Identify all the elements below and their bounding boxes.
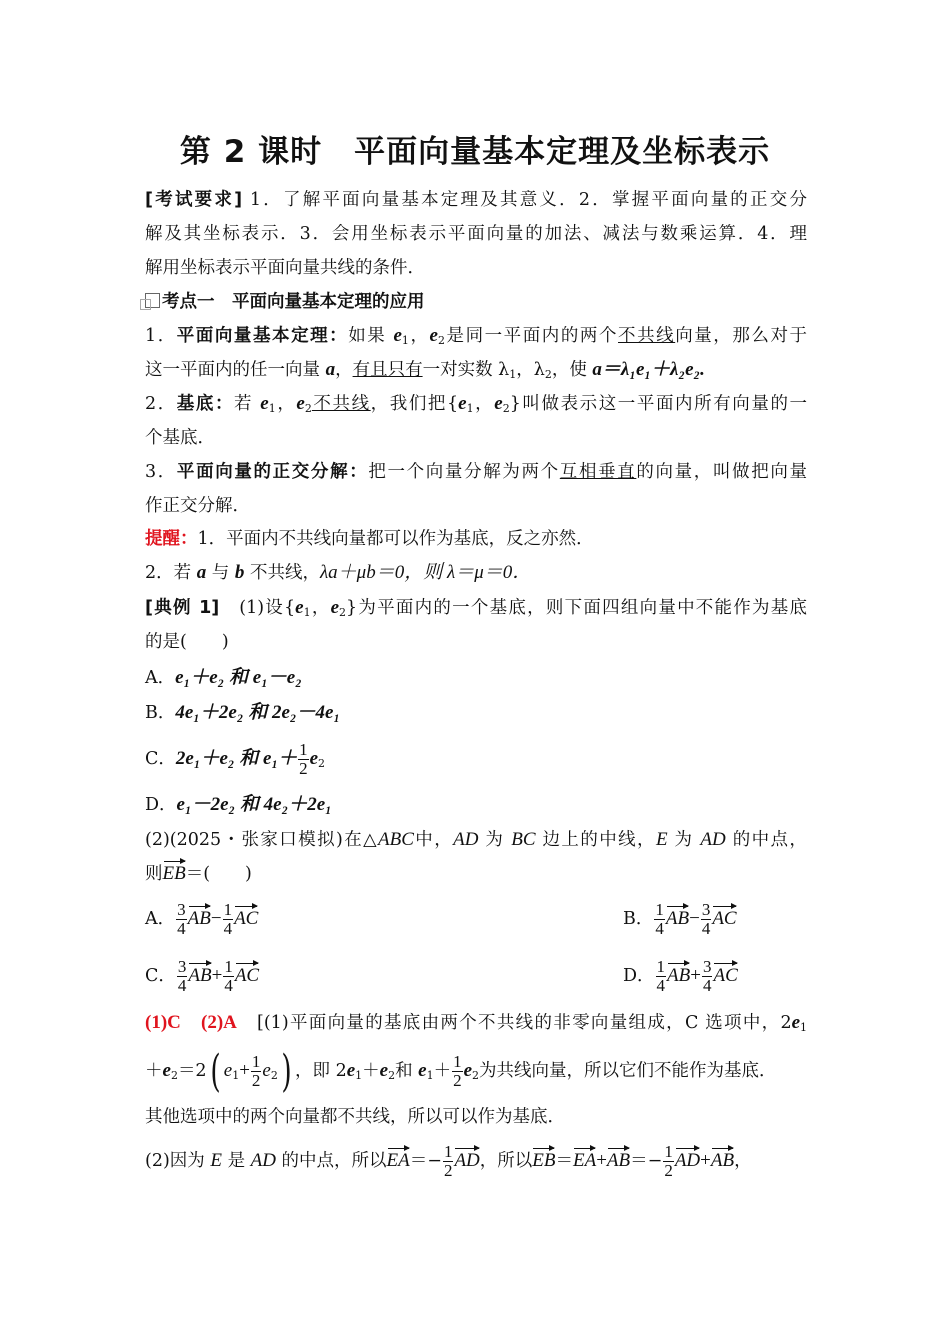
text: ＝− bbox=[630, 1151, 663, 1171]
option-a[interactable] bbox=[145, 661, 807, 695]
text: 若 bbox=[234, 394, 254, 414]
text: ，λ bbox=[516, 360, 545, 380]
equation: λa＋μb＝0，则 λ＝μ＝0． bbox=[319, 562, 532, 583]
option-c[interactable] bbox=[145, 740, 807, 778]
math: E bbox=[210, 1150, 222, 1171]
math: AD bbox=[700, 829, 726, 850]
text: ， bbox=[275, 394, 297, 414]
sub: 1 bbox=[401, 334, 409, 347]
option-key: D． bbox=[623, 966, 655, 986]
denominator: 4 bbox=[656, 976, 666, 995]
requirements-label: [考试要求] bbox=[145, 190, 243, 210]
text: 3． bbox=[145, 462, 177, 482]
text: 解用坐标表示平面向量共线的条件． bbox=[145, 258, 425, 278]
vec-a: a bbox=[325, 359, 336, 380]
answer-line-2 bbox=[145, 1045, 807, 1097]
text: ， bbox=[408, 326, 430, 346]
operator: + bbox=[690, 965, 701, 986]
term: 平面向量基本定理： bbox=[176, 326, 349, 346]
text: 为 bbox=[674, 830, 694, 850]
vec-e: e bbox=[309, 748, 318, 769]
answer-line-4 bbox=[145, 1143, 807, 1183]
sub: 1 bbox=[466, 402, 474, 415]
denominator: 2 bbox=[299, 759, 308, 778]
text: 个基底． bbox=[145, 428, 215, 448]
option-value: 2e₁＋e₂ 和 e₁＋ bbox=[175, 748, 298, 769]
option-key: A． bbox=[145, 909, 176, 929]
vector: AC bbox=[234, 908, 259, 929]
sub: 2 bbox=[544, 368, 552, 381]
denominator: 2 bbox=[453, 1071, 462, 1090]
vector: AB bbox=[667, 965, 691, 986]
sub: 1 bbox=[232, 1069, 240, 1082]
text: 是同一平面内的两个 bbox=[444, 326, 619, 346]
underlined-answer: 互相垂直 bbox=[559, 462, 637, 482]
text: ＋ bbox=[433, 1061, 452, 1081]
vec-e: e bbox=[296, 393, 305, 414]
sub: 1 bbox=[303, 606, 311, 619]
vec-e: e bbox=[346, 1060, 356, 1081]
vec-e: e bbox=[494, 393, 503, 414]
math: ABC bbox=[378, 829, 414, 850]
question-2-line-2 bbox=[145, 857, 807, 891]
option-a[interactable] bbox=[145, 900, 259, 938]
vector: AC bbox=[712, 908, 737, 929]
theorem-line-1 bbox=[145, 319, 807, 353]
numerator: 3 bbox=[177, 957, 187, 976]
vector: AC bbox=[713, 965, 738, 986]
vec-e: e bbox=[458, 393, 467, 414]
denominator: 4 bbox=[701, 919, 711, 938]
operator: − bbox=[689, 908, 700, 929]
text: 不共线， bbox=[249, 563, 320, 583]
requirements-line-1 bbox=[145, 183, 807, 217]
operator: − bbox=[210, 908, 222, 929]
text: 为 bbox=[485, 830, 505, 850]
text: }叫做表示这一平面内所有向量的一 bbox=[509, 394, 808, 414]
vec-e: e bbox=[463, 1060, 473, 1081]
sub: 2 bbox=[318, 757, 325, 770]
vector: EB bbox=[532, 1150, 556, 1171]
option-d[interactable] bbox=[623, 958, 738, 995]
orthogonal-line-1 bbox=[145, 455, 807, 489]
vec-e: e bbox=[330, 597, 340, 618]
option-key: C． bbox=[145, 966, 176, 986]
sub: 2 bbox=[170, 1069, 178, 1082]
text: 这一平面内的任一向量 bbox=[145, 360, 320, 380]
fraction bbox=[443, 1143, 454, 1180]
fraction bbox=[702, 958, 713, 995]
section-icon bbox=[145, 293, 160, 308]
requirements-line-2 bbox=[145, 217, 807, 251]
tip-label: 提醒： bbox=[145, 529, 198, 549]
equation: a＝λ₁e₁＋λ₂e₂. bbox=[592, 359, 705, 380]
text: 边上的中线， bbox=[542, 830, 656, 850]
underlined-answer: 有且只有 bbox=[352, 360, 423, 380]
text: 如果 bbox=[348, 326, 387, 346]
text: ＝ bbox=[555, 1151, 573, 1171]
operator: + bbox=[239, 1060, 250, 1081]
text: ，我们把{ bbox=[370, 394, 459, 414]
denominator: 4 bbox=[177, 976, 187, 995]
page-title: 第 2 课时 平面向量基本定理及坐标表示 bbox=[179, 134, 771, 170]
basis-line-1 bbox=[145, 387, 807, 421]
option-key: B． bbox=[145, 703, 176, 723]
vec-e: e bbox=[393, 325, 402, 346]
text: ＝− bbox=[409, 1151, 442, 1171]
numerator: 3 bbox=[701, 900, 711, 919]
example-label: [典例 1] bbox=[145, 598, 220, 618]
sub: 1 bbox=[509, 368, 517, 381]
answer-line-3 bbox=[145, 1100, 807, 1134]
text: 把一个向量分解为两个 bbox=[368, 462, 560, 482]
math: BC bbox=[511, 829, 536, 850]
text: 解及其坐标表示．3．会用坐标表示平面向量的加法、减法与数乘运算．4．理 bbox=[145, 224, 807, 244]
answer-1: (1)C bbox=[145, 1012, 181, 1033]
example-line-2 bbox=[145, 625, 807, 659]
tip-line-2 bbox=[145, 556, 807, 590]
fraction bbox=[251, 1053, 262, 1090]
paren: ( bbox=[210, 1045, 221, 1097]
text: 向量，那么对于 bbox=[675, 326, 808, 346]
math: E bbox=[655, 829, 668, 850]
option-key: A． bbox=[145, 668, 176, 688]
text: 为共线向量，所以它们不能作为基底． bbox=[479, 1061, 777, 1081]
numerator: 3 bbox=[177, 900, 186, 919]
vec-b: b bbox=[234, 562, 245, 583]
text: 1．平面内不共线向量都可以作为基底，反之亦然． bbox=[197, 529, 594, 549]
fraction bbox=[452, 1053, 463, 1090]
answer-2: (2)A bbox=[201, 1012, 237, 1033]
sub: 1 bbox=[426, 1069, 434, 1082]
sub: 2 bbox=[270, 1069, 278, 1082]
sub: 1 bbox=[800, 1021, 808, 1034]
numerator: 1 bbox=[223, 900, 233, 919]
vec-e: e bbox=[418, 1060, 427, 1081]
vec-e: e bbox=[260, 393, 269, 414]
math: AD bbox=[453, 829, 479, 850]
text: ，即 2 bbox=[295, 1061, 347, 1081]
text: 的是( ) bbox=[145, 632, 229, 652]
text: 2．若 bbox=[145, 563, 192, 583]
math: AD bbox=[250, 1150, 276, 1171]
sub: 1 bbox=[355, 1069, 363, 1082]
term: 平面向量的正交分解： bbox=[176, 462, 369, 482]
text: }为平面内的一个基底，则下面四组向量中不能作为基底 bbox=[346, 598, 808, 618]
option-key: B． bbox=[623, 909, 654, 929]
text: (1)设{ bbox=[239, 598, 296, 618]
vec-e: e bbox=[162, 1060, 171, 1081]
option-b[interactable] bbox=[145, 696, 807, 730]
numerator: 1 bbox=[655, 900, 664, 919]
vec-e: e bbox=[791, 1012, 801, 1033]
option-value: e₁－2e₂ 和 4e₂＋2e₁ bbox=[176, 794, 332, 815]
options-row-2 bbox=[145, 957, 807, 995]
numerator: 1 bbox=[664, 1142, 673, 1161]
term: 基底： bbox=[176, 394, 235, 414]
option-key: D． bbox=[145, 795, 177, 815]
text: (2)因为 bbox=[145, 1151, 205, 1171]
sub: 2 bbox=[437, 334, 445, 347]
vec-e: e bbox=[379, 1060, 389, 1081]
text: 其他选项中的两个向量都不共线，所以可以作为基底． bbox=[145, 1107, 565, 1127]
sub: 2 bbox=[472, 1069, 480, 1082]
option-key: C． bbox=[145, 749, 176, 769]
numerator: 1 bbox=[299, 740, 308, 759]
vector: AB bbox=[187, 908, 211, 929]
underlined-answer: 不共线 bbox=[311, 394, 371, 414]
vector: EA bbox=[386, 1150, 410, 1171]
fraction bbox=[176, 901, 187, 938]
requirements-line-3 bbox=[145, 251, 807, 285]
sub: 2 bbox=[339, 606, 347, 619]
paren: ) bbox=[281, 1045, 292, 1097]
vector: AD bbox=[674, 1150, 701, 1171]
denominator: 2 bbox=[251, 1071, 261, 1090]
text: (2)(2025・张家口模拟)在△ bbox=[145, 830, 378, 850]
option-value: 4e₁＋2e₂ 和 2e₂－4e₁ bbox=[175, 702, 341, 723]
options-row-1 bbox=[145, 900, 807, 938]
text: ＝( ) bbox=[185, 864, 252, 884]
text: 是 bbox=[227, 1151, 246, 1171]
vec-e: e bbox=[295, 597, 304, 618]
option-d[interactable] bbox=[145, 788, 807, 822]
sub: 2 bbox=[502, 402, 510, 415]
denominator: 2 bbox=[443, 1161, 453, 1180]
option-b[interactable] bbox=[623, 901, 737, 938]
denominator: 4 bbox=[224, 976, 233, 995]
text: ，所以 bbox=[479, 1151, 533, 1171]
fraction bbox=[298, 741, 309, 778]
example-line-1: [典例 1] (1)设{$e_1$，$e_2$}为平面内的一个基底，则下面四组向量中不能作为基底 bbox=[145, 597, 808, 619]
text: ， bbox=[734, 1151, 752, 1171]
math: e bbox=[223, 1060, 233, 1081]
answer-line-1 bbox=[145, 1006, 807, 1040]
denominator: 4 bbox=[655, 919, 664, 938]
text: 与 bbox=[211, 563, 230, 583]
text: 2． bbox=[145, 394, 177, 414]
text: 则 bbox=[145, 864, 163, 884]
vector: EA bbox=[572, 1150, 597, 1171]
option-c[interactable] bbox=[145, 957, 260, 995]
fraction bbox=[223, 901, 234, 938]
text: 1．了解平面向量基本定理及其意义．2．掌握平面向量的正交分 bbox=[249, 190, 807, 210]
numerator: 3 bbox=[702, 957, 712, 976]
vector: AC bbox=[234, 965, 260, 986]
fraction bbox=[177, 958, 188, 995]
text: 一对实数 λ bbox=[422, 360, 510, 380]
fraction bbox=[701, 901, 712, 938]
theorem-line-2 bbox=[145, 353, 807, 387]
vec-a: a bbox=[196, 562, 207, 583]
numerator: 1 bbox=[443, 1142, 453, 1161]
section-title: 考点一 平面向量基本定理的应用 bbox=[162, 292, 425, 312]
vector: AD bbox=[454, 1150, 480, 1171]
numerator: 1 bbox=[453, 1052, 462, 1071]
fraction bbox=[663, 1143, 674, 1180]
denominator: 4 bbox=[702, 976, 712, 995]
option-value: e₁＋e₂ 和 e₁－e₂ bbox=[175, 667, 302, 688]
vector: EB bbox=[162, 863, 186, 884]
text: ＝2 bbox=[177, 1061, 207, 1081]
math: e bbox=[262, 1060, 271, 1081]
operator: + bbox=[596, 1150, 607, 1171]
text: [(1)平面向量的基底由两个不共线的非零向量组成，C 选项中，2 bbox=[257, 1013, 792, 1033]
section-heading bbox=[145, 285, 807, 319]
orthogonal-line-2 bbox=[145, 489, 807, 523]
fraction bbox=[654, 901, 665, 938]
vector: AB bbox=[188, 965, 212, 986]
text: ＋ bbox=[362, 1061, 380, 1081]
numerator: 1 bbox=[656, 957, 666, 976]
text: 1． bbox=[145, 326, 177, 346]
numerator: 1 bbox=[224, 957, 233, 976]
text: 中， bbox=[413, 830, 454, 850]
vector: AB bbox=[710, 1150, 735, 1171]
text: ，使 bbox=[551, 360, 587, 380]
tip-line-1 bbox=[145, 522, 807, 556]
denominator: 4 bbox=[223, 919, 233, 938]
text: 的中点， bbox=[732, 830, 807, 850]
sub: 1 bbox=[268, 402, 276, 415]
sub: 2 bbox=[388, 1069, 396, 1082]
text: ＋ bbox=[145, 1061, 163, 1081]
text: 的向量，叫做把向量 bbox=[636, 462, 808, 482]
vec-e: e bbox=[429, 325, 438, 346]
fraction bbox=[656, 958, 667, 995]
text: 作正交分解． bbox=[145, 496, 250, 516]
denominator: 4 bbox=[177, 919, 186, 938]
text: 的中点，所以 bbox=[281, 1151, 387, 1171]
sub: 2 bbox=[304, 402, 312, 415]
text: ， bbox=[335, 360, 353, 380]
numerator: 1 bbox=[251, 1052, 261, 1071]
denominator: 2 bbox=[664, 1161, 673, 1180]
text: 和 bbox=[395, 1061, 413, 1081]
vector: AB bbox=[606, 1150, 631, 1171]
text: ， bbox=[473, 394, 495, 414]
basis-line-2 bbox=[145, 421, 807, 455]
operator: + bbox=[700, 1150, 711, 1171]
fraction bbox=[223, 958, 234, 995]
operator: + bbox=[211, 965, 223, 986]
vector: AB bbox=[665, 908, 690, 929]
underlined-answer: 不共线 bbox=[618, 326, 676, 346]
question-2-line-1 bbox=[145, 823, 807, 857]
